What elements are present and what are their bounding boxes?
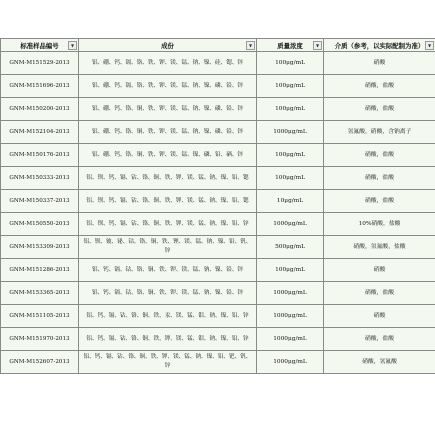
cell-sample-code[interactable]: GNM-M150550-2013	[1, 213, 79, 236]
cell-concentration[interactable]: 100μg/mL	[257, 167, 324, 190]
cell-medium[interactable]: 硝酸，氢氟酸，盐酸	[324, 236, 435, 259]
table-row	[1, 351, 435, 374]
header-label: 成份	[161, 41, 174, 50]
cell-sample-code[interactable]: GNM-M151696-2013	[1, 75, 79, 98]
cell-medium[interactable]: 硝酸	[324, 305, 435, 328]
cell-components[interactable]: 铝、钙、镉、钴、铬、铜、铁、钾、镁、锰、钠、镍、铅、锌	[79, 259, 257, 282]
cell-sample-code[interactable]: GNM-M151286-2013	[1, 259, 79, 282]
table-row	[1, 98, 435, 121]
cell-sample-code[interactable]: GNM-M150200-2013	[1, 98, 79, 121]
cell-components[interactable]: 铝、钡、钙、镉、钴、铬、铜、铁、钾、镁、锰、钠、镍、铅、锌	[79, 213, 257, 236]
cell-concentration[interactable]: 100μg/mL	[257, 98, 324, 121]
table-row	[1, 282, 435, 305]
table-row	[1, 144, 435, 167]
cell-concentration[interactable]: 1000μg/mL	[257, 282, 324, 305]
cell-sample-code[interactable]: GNM-M151529-2013	[1, 52, 79, 75]
cell-medium[interactable]: 硝酸	[324, 52, 435, 75]
spreadsheet	[0, 38, 435, 374]
cell-sample-code[interactable]: GNM-M152104-2013	[1, 121, 79, 144]
header-sample-code	[1, 39, 79, 52]
cell-medium[interactable]: 氢氟酸，硝酸，含钠离子	[324, 121, 435, 144]
table-row	[1, 167, 435, 190]
cell-concentration[interactable]: 100μg/mL	[257, 144, 324, 167]
header-row	[1, 39, 435, 52]
cell-components[interactable]: 铝、硼、钙、镉、铬、铁、钾、镁、锰、钠、镍、硅、锶、锌	[79, 52, 257, 75]
cell-components[interactable]: 铝、硼、钙、铬、铜、铁、钾、镁、锰、钠、镍、磷、铅、锌	[79, 121, 257, 144]
cell-concentration[interactable]: 100μg/mL	[257, 52, 324, 75]
cell-sample-code[interactable]: GNM-M150337-2013	[1, 190, 79, 213]
cell-concentration[interactable]: 500μg/mL	[257, 236, 324, 259]
cell-medium[interactable]: 硝酸，盐酸	[324, 190, 435, 213]
cell-sample-code[interactable]: GNM-M151105-2013	[1, 305, 79, 328]
header-label: 标准样品编号	[20, 41, 59, 50]
cell-concentration[interactable]: 1000μg/mL	[257, 121, 324, 144]
cell-medium[interactable]: 10%硝酸，盐酸	[324, 213, 435, 236]
cell-components[interactable]: 铝、钡、钙、镉、钴、铬、铜、铁、钾、镁、锰、钠、镍、铅、锶	[79, 190, 257, 213]
cell-concentration[interactable]: 1000μg/mL	[257, 351, 324, 374]
table-row	[1, 190, 435, 213]
table-row	[1, 121, 435, 144]
cell-concentration[interactable]: 100μg/mL	[257, 259, 324, 282]
cell-sample-code[interactable]: GNM-M152607-2013	[1, 351, 79, 374]
cell-medium[interactable]: 硝酸，盐酸	[324, 98, 435, 121]
cell-sample-code[interactable]: GNM-M153309-2013	[1, 236, 79, 259]
cell-sample-code[interactable]: GNM-M150333-2013	[1, 167, 79, 190]
cell-sample-code[interactable]: GNM-M153365-2013	[1, 282, 79, 305]
cell-medium[interactable]: 硝酸	[324, 259, 435, 282]
cell-sample-code[interactable]: GNM-M150176-2013	[1, 144, 79, 167]
header-concentration	[257, 39, 324, 52]
cell-concentration[interactable]: 10μg/mL	[257, 190, 324, 213]
filter-dropdown-icon[interactable]: ▼	[425, 41, 434, 50]
cell-medium[interactable]: 硝酸，盐酸	[324, 167, 435, 190]
cell-concentration[interactable]: 1000μg/mL	[257, 328, 324, 351]
cell-components[interactable]: 铝、钙、镉、钴、铬、铜、铁、钾、镁、锰、钼、钠、镍、铅、锌	[79, 328, 257, 351]
cell-medium[interactable]: 硝酸，盐酸	[324, 282, 435, 305]
filter-dropdown-icon[interactable]: ▼	[68, 41, 77, 50]
cell-components[interactable]: 铝、硼、钙、铬、铜、铁、钾、镁、锰、镍、磷、铅、硒、锌	[79, 144, 257, 167]
cell-medium[interactable]: 硝酸，盐酸	[324, 75, 435, 98]
cell-components[interactable]: 铝、钙、镉、钴、铬、铜、铁、钾、镁、锰、钠、镍、铅、钯、钒、锌	[79, 351, 257, 374]
cell-components[interactable]: 铝、硼、钙、镉、铬、铁、钾、镁、锰、钠、镍、磷、铅、锌	[79, 75, 257, 98]
table-row	[1, 305, 435, 328]
cell-medium[interactable]: 硝酸，盐酸	[324, 328, 435, 351]
cell-medium[interactable]: 硝酸，氢氟酸	[324, 351, 435, 374]
table-row	[1, 75, 435, 98]
filter-dropdown-icon[interactable]: ▼	[313, 41, 322, 50]
filter-dropdown-icon[interactable]: ▼	[246, 41, 255, 50]
header-label: 介质（参考，以实际配制为准）	[334, 41, 425, 50]
cell-components[interactable]: 铝、钡、钙、镉、钴、铬、铜、铁、钾、镁、锰、钠、镍、铅、锶	[79, 167, 257, 190]
cell-concentration[interactable]: 1000μg/mL	[257, 305, 324, 328]
cell-components[interactable]: 铝、钙、镉、钴、铬、铜、铁、钾、镁、锰、钠、镍、铅、锌	[79, 282, 257, 305]
cell-concentration[interactable]: 100μg/mL	[257, 75, 324, 98]
header-medium	[324, 39, 435, 52]
table-row	[1, 328, 435, 351]
cell-components[interactable]: 铝、钡、铍、铋、钴、铬、铜、铁、锂、镁、锰、钠、镍、铅、钒、锌	[79, 236, 257, 259]
cell-sample-code[interactable]: GNM-M151970-2013	[1, 328, 79, 351]
cell-concentration[interactable]: 1000μg/mL	[257, 213, 324, 236]
table-row	[1, 213, 435, 236]
standards-table	[0, 38, 435, 374]
cell-components[interactable]: 铝、硼、钙、铬、铜、铁、钾、镁、锰、钠、镍、磷、铅、锌	[79, 98, 257, 121]
cell-medium[interactable]: 硝酸，盐酸	[324, 144, 435, 167]
table-row	[1, 259, 435, 282]
table-row	[1, 236, 435, 259]
header-label: 质量浓度	[277, 41, 303, 50]
header-components	[79, 39, 257, 52]
table-row	[1, 52, 435, 75]
cell-components[interactable]: 铝、钙、镉、钴、铬、铜、铁、汞、镁、锰、钼、钠、镍、铅、锌	[79, 305, 257, 328]
